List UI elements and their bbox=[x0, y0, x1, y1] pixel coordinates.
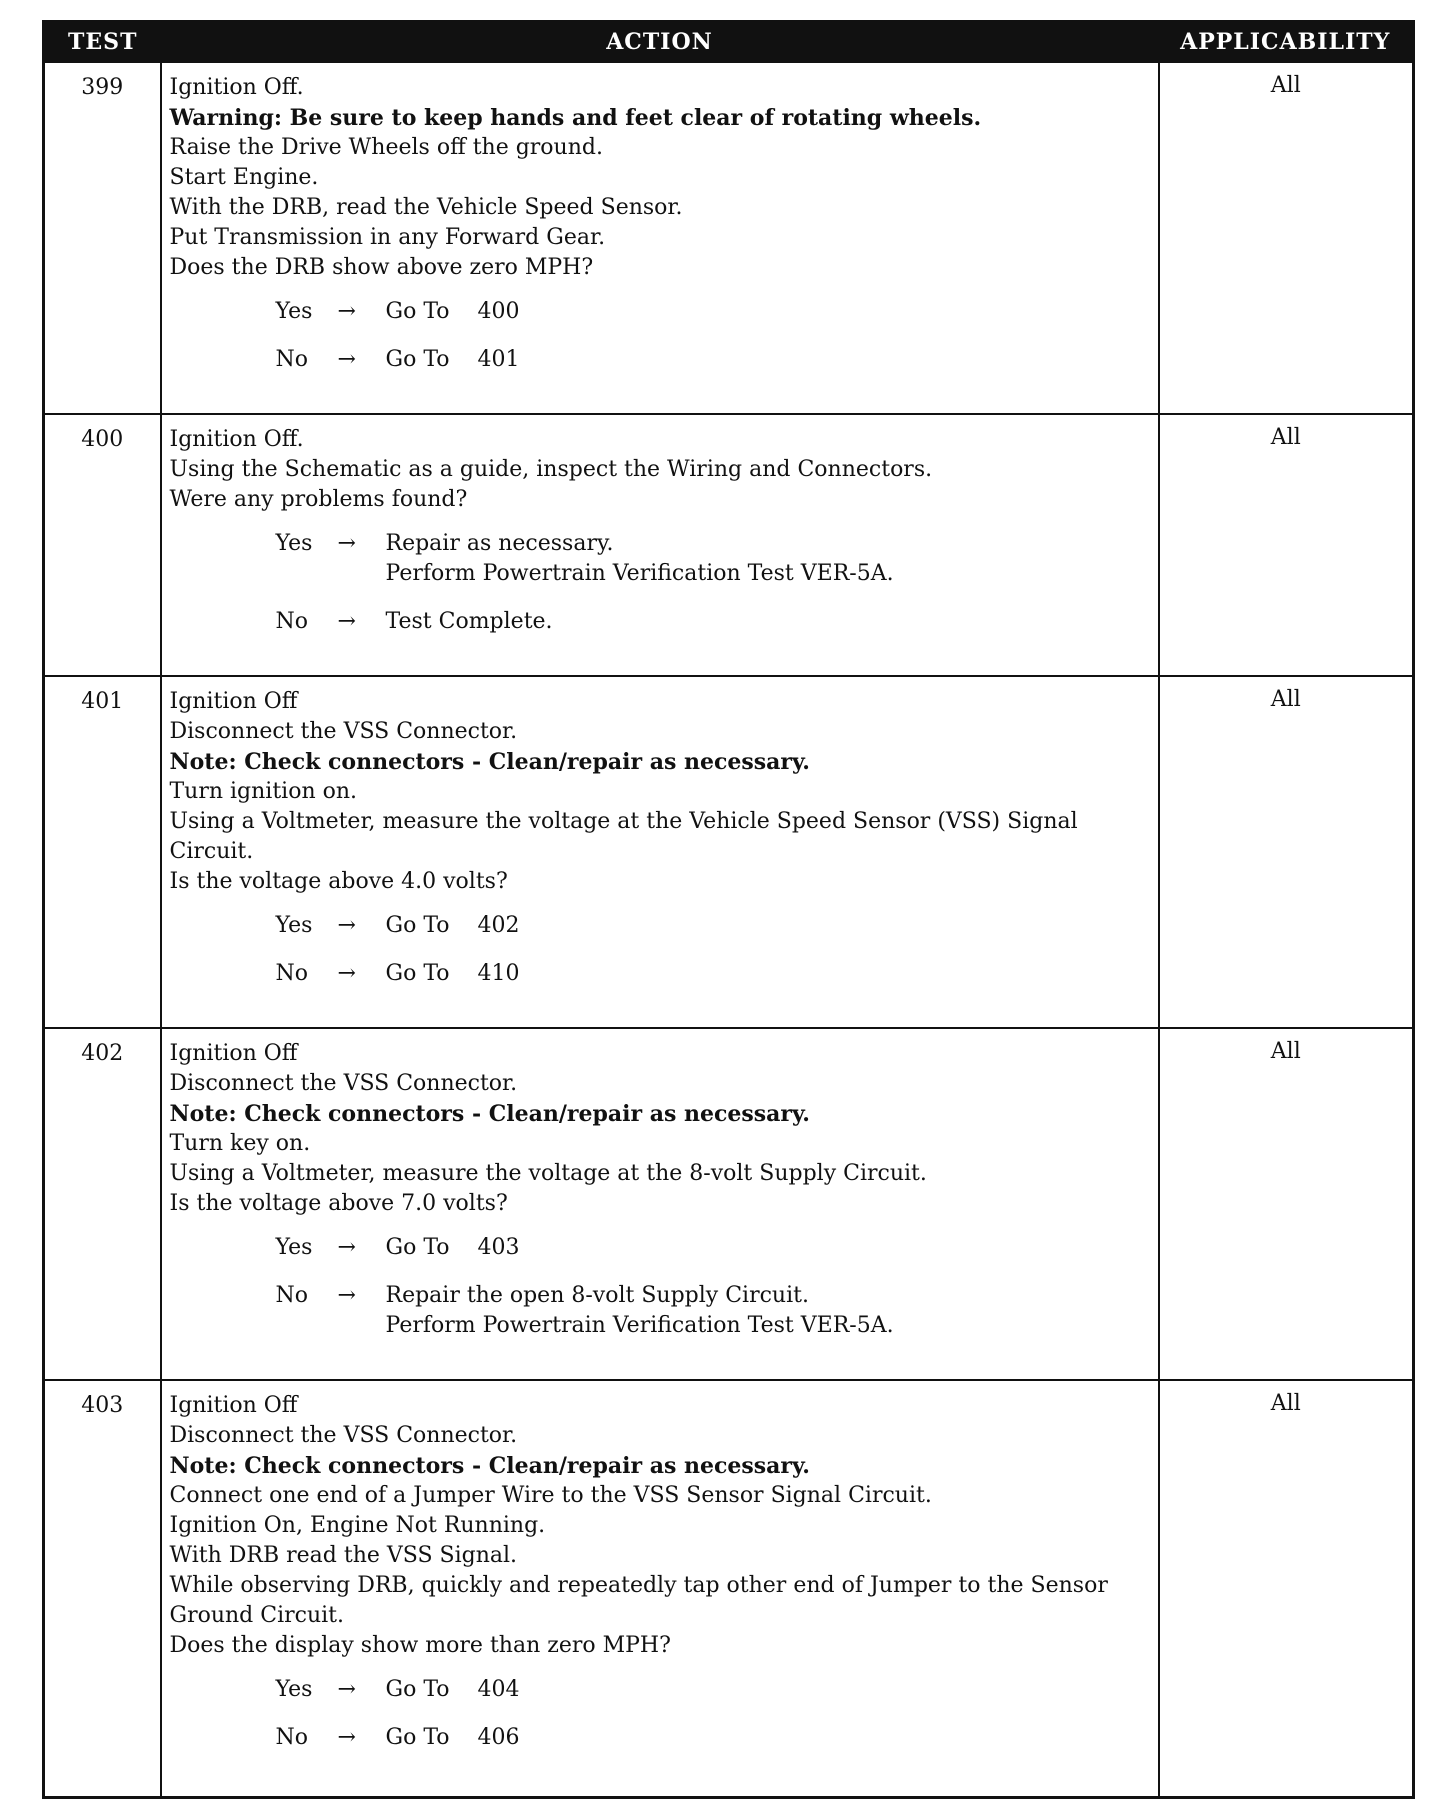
goto-label: Go To bbox=[385, 913, 450, 938]
outcome-no bbox=[276, 1281, 1150, 1341]
outcome-result bbox=[386, 1675, 1150, 1705]
applicability-value: All bbox=[1159, 1028, 1414, 1380]
header-applicability: APPLICABILITY bbox=[1159, 22, 1414, 63]
arrow-right-icon: → bbox=[337, 961, 356, 986]
outcome-list bbox=[276, 1675, 1150, 1753]
applicability-value: All bbox=[1159, 62, 1414, 414]
outcome-no bbox=[276, 959, 1150, 989]
arrow-right-icon: → bbox=[337, 1725, 356, 1750]
result-line: Perform Powertrain Verification Test VER-5A. bbox=[385, 1313, 894, 1338]
outcome-list bbox=[276, 911, 1150, 989]
test-number: 403 bbox=[44, 1380, 161, 1798]
goto-label: Go To bbox=[385, 1725, 450, 1750]
goto-target: 400 bbox=[477, 299, 520, 324]
action-line: Ground Circuit. bbox=[169, 1603, 344, 1628]
result-line: Perform Powertrain Verification Test VER-5A. bbox=[385, 561, 894, 586]
action-line: Put Transmission in any Forward Gear. bbox=[169, 225, 606, 250]
arrow-right-icon: → bbox=[337, 609, 356, 634]
goto-target: 402 bbox=[477, 913, 520, 938]
goto-label: Go To bbox=[385, 1235, 450, 1260]
action-line: Connect one end of a Jumper Wire to the VSS Sensor Signal Circuit. bbox=[169, 1483, 932, 1508]
outcome-result bbox=[386, 297, 1150, 327]
result-line: Repair the open 8-volt Supply Circuit. bbox=[385, 1283, 809, 1308]
action-line: Ignition Off bbox=[169, 689, 298, 714]
table-row bbox=[44, 1380, 1414, 1798]
table-header bbox=[44, 22, 1414, 63]
outcome-yes bbox=[276, 1233, 1150, 1263]
outcome-answer: Yes bbox=[275, 1677, 313, 1702]
action-cell bbox=[161, 1380, 1159, 1798]
outcome-answer: Yes bbox=[275, 913, 313, 938]
test-number: 401 bbox=[44, 676, 161, 1028]
action-note: Note: Check connectors - Clean/repair as necessary. bbox=[169, 1453, 810, 1479]
action-line: With the DRB, read the Vehicle Speed Sensor. bbox=[169, 195, 683, 220]
applicability-value: All bbox=[1159, 414, 1414, 676]
test-number: 400 bbox=[44, 414, 161, 676]
action-line: Ignition Off bbox=[169, 1393, 298, 1418]
outcome-answer: No bbox=[275, 609, 308, 634]
outcome-answer: No bbox=[275, 347, 308, 372]
action-note: Warning: Be sure to keep hands and feet clear of rotating wheels. bbox=[169, 105, 982, 131]
outcome-no bbox=[276, 345, 1150, 375]
action-line: Is the voltage above 7.0 volts? bbox=[169, 1191, 508, 1216]
outcome-answer: Yes bbox=[275, 299, 313, 324]
action-line: Were any problems found? bbox=[169, 487, 468, 512]
action-line: Turn ignition on. bbox=[169, 779, 358, 804]
test-number: 399 bbox=[44, 62, 161, 414]
action-line: Ignition Off bbox=[169, 1041, 298, 1066]
arrow-right-icon: → bbox=[337, 347, 356, 372]
action-line: Ignition Off. bbox=[169, 427, 304, 452]
goto-label: Go To bbox=[385, 347, 450, 372]
outcome-yes bbox=[276, 529, 1150, 589]
table-row bbox=[44, 676, 1414, 1028]
goto-label: Go To bbox=[385, 1677, 450, 1702]
outcome-list bbox=[276, 1233, 1150, 1341]
arrow-right-icon: → bbox=[337, 1283, 356, 1308]
arrow-right-icon: → bbox=[337, 913, 356, 938]
action-line: Ignition Off. bbox=[169, 75, 304, 100]
header-action: ACTION bbox=[161, 22, 1159, 63]
action-line: Using a Voltmeter, measure the voltage at the Vehicle Speed Sensor (VSS) Signal bbox=[169, 809, 1078, 834]
arrow-right-icon: → bbox=[337, 531, 356, 556]
test-procedure-table bbox=[42, 20, 1415, 1799]
action-line: Disconnect the VSS Connector. bbox=[169, 719, 518, 744]
outcome-answer: No bbox=[275, 1283, 308, 1308]
goto-target: 401 bbox=[477, 347, 520, 372]
action-line: With DRB read the VSS Signal. bbox=[169, 1543, 518, 1568]
outcome-result bbox=[386, 345, 1150, 375]
action-note: Note: Check connectors - Clean/repair as necessary. bbox=[169, 749, 810, 775]
outcome-answer: No bbox=[275, 961, 308, 986]
table-row bbox=[44, 1028, 1414, 1380]
outcome-no bbox=[276, 1723, 1150, 1753]
action-line: Raise the Drive Wheels off the ground. bbox=[169, 135, 603, 160]
header-test: TEST bbox=[44, 22, 161, 63]
test-number: 402 bbox=[44, 1028, 161, 1380]
goto-target: 404 bbox=[477, 1677, 520, 1702]
table-row bbox=[44, 414, 1414, 676]
action-line: Disconnect the VSS Connector. bbox=[169, 1071, 518, 1096]
action-cell bbox=[161, 1028, 1159, 1380]
action-line: Using the Schematic as a guide, inspect the Wiring and Connectors. bbox=[169, 457, 933, 482]
goto-label: Go To bbox=[385, 299, 450, 324]
outcome-yes bbox=[276, 911, 1150, 941]
outcome-result bbox=[386, 1281, 1150, 1341]
outcome-result bbox=[386, 1723, 1150, 1753]
applicability-value: All bbox=[1159, 1380, 1414, 1798]
action-line: Is the voltage above 4.0 volts? bbox=[169, 869, 508, 894]
action-cell bbox=[161, 414, 1159, 676]
action-line: Disconnect the VSS Connector. bbox=[169, 1423, 518, 1448]
outcome-yes bbox=[276, 1675, 1150, 1705]
action-line: Turn key on. bbox=[169, 1131, 311, 1156]
outcome-result bbox=[386, 911, 1150, 941]
table-row bbox=[44, 62, 1414, 414]
action-cell bbox=[161, 62, 1159, 414]
action-note: Note: Check connectors - Clean/repair as necessary. bbox=[169, 1101, 810, 1127]
action-line: Does the DRB show above zero MPH? bbox=[169, 255, 594, 280]
table-body bbox=[44, 62, 1414, 1798]
goto-target: 403 bbox=[477, 1235, 520, 1260]
outcome-result bbox=[386, 529, 1150, 589]
outcome-list bbox=[276, 529, 1150, 637]
arrow-right-icon: → bbox=[337, 1235, 356, 1260]
arrow-right-icon: → bbox=[337, 1677, 356, 1702]
action-line: Circuit. bbox=[169, 839, 254, 864]
action-line: Does the display show more than zero MPH? bbox=[169, 1633, 671, 1658]
action-cell bbox=[161, 676, 1159, 1028]
outcome-no bbox=[276, 607, 1150, 637]
action-line: Start Engine. bbox=[169, 165, 319, 190]
result-line: Repair as necessary. bbox=[385, 531, 614, 556]
action-line: While observing DRB, quickly and repeatedly tap other end of Jumper to the Sensor bbox=[169, 1573, 1108, 1598]
outcome-answer: Yes bbox=[275, 531, 313, 556]
outcome-answer: Yes bbox=[275, 1235, 313, 1260]
outcome-list bbox=[276, 297, 1150, 375]
goto-target: 410 bbox=[477, 961, 520, 986]
action-line: Ignition On, Engine Not Running. bbox=[169, 1513, 546, 1538]
outcome-result bbox=[386, 959, 1150, 989]
arrow-right-icon: → bbox=[337, 299, 356, 324]
applicability-value: All bbox=[1159, 676, 1414, 1028]
goto-target: 406 bbox=[477, 1725, 520, 1750]
result-line: Test Complete. bbox=[385, 609, 553, 634]
goto-label: Go To bbox=[385, 961, 450, 986]
outcome-answer: No bbox=[275, 1725, 308, 1750]
action-line: Using a Voltmeter, measure the voltage at the 8-volt Supply Circuit. bbox=[169, 1161, 927, 1186]
outcome-result bbox=[386, 607, 1150, 637]
outcome-result bbox=[386, 1233, 1150, 1263]
outcome-yes bbox=[276, 297, 1150, 327]
